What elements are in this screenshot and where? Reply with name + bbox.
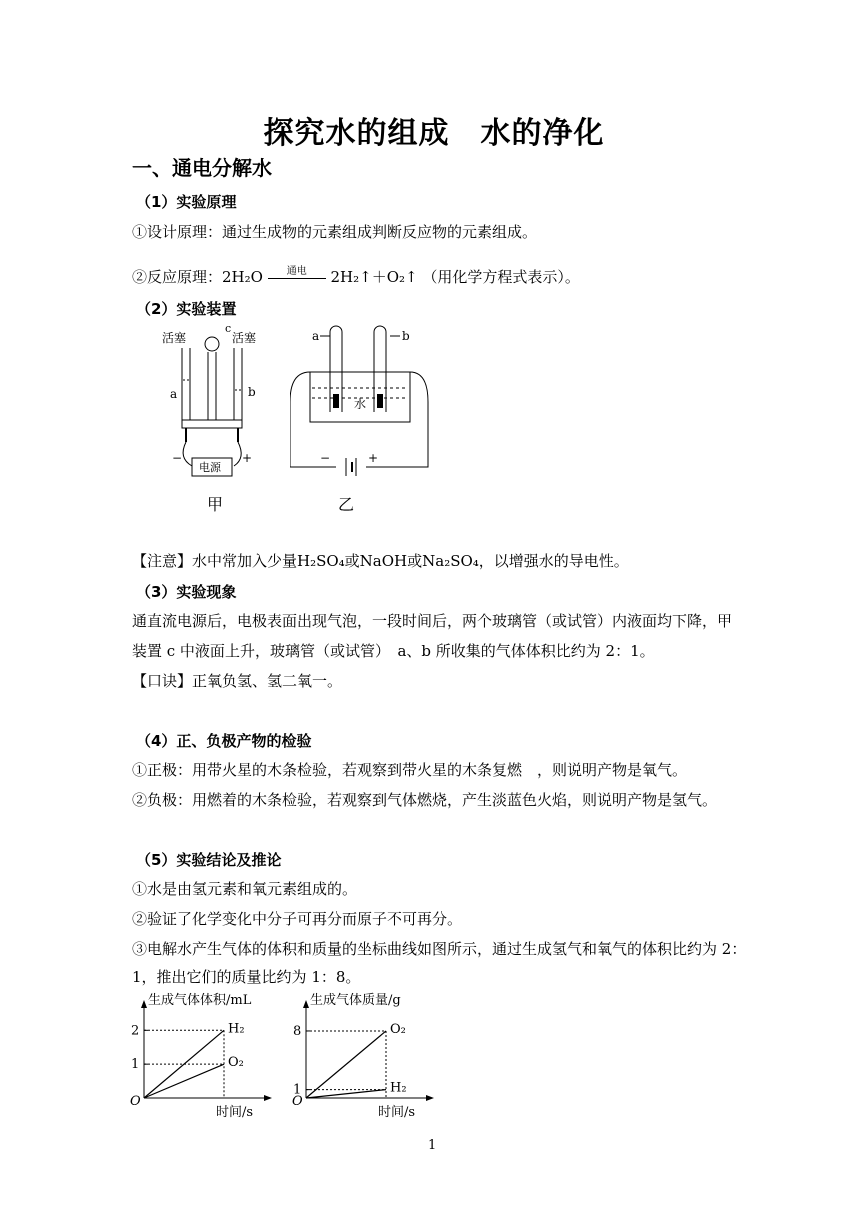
negative-test: ②负极：用燃着的木条检验，若观察到气体燃烧，产生淡蓝色火焰，则说明产物是氢气。 xyxy=(132,791,718,809)
reaction-note: （用化学方程式表示）。 xyxy=(422,268,580,286)
valve-left-label: 活塞 xyxy=(162,331,187,345)
valve-right-label: 活塞 xyxy=(232,331,257,345)
reaction-products: 2H₂↑＋O₂↑ xyxy=(330,268,418,286)
tube-c-label: c xyxy=(225,322,232,335)
page-number: 1 xyxy=(428,1138,437,1153)
mass-chart-ytick-label: 8 xyxy=(293,1023,302,1039)
positive-test: ①正极：用带火星的木条检验，若观察到带火星的木条复燃 ，则说明产物是氧气。 xyxy=(132,761,688,779)
subheading-phenomena: （3）实验现象 xyxy=(136,583,237,601)
subheading-test: （4）正、负极产物的检验 xyxy=(136,732,312,750)
conclusion-2: ②验证了化学变化中分子可再分而原子不可再分。 xyxy=(132,910,463,928)
page-title: 探究水的组成 水的净化 xyxy=(263,116,605,151)
reaction-arrow xyxy=(268,266,326,285)
mass-chart-series-label: H₂ xyxy=(390,1080,407,1096)
mass-chart-origin: O xyxy=(292,1094,303,1109)
volume-chart-series-label: H₂ xyxy=(228,1021,245,1037)
phenomena-line-1: 通直流电源后，电极表面出现气泡，一段时间后，两个玻璃管（或试管）内液面均下降，甲 xyxy=(132,612,733,630)
subheading-conclusion: （5）实验结论及推论 xyxy=(136,851,282,869)
phenomena-line-2: 装置 c 中液面上升，玻璃管（或试管） a、b 所收集的气体体积比约为 2：1。 xyxy=(132,642,655,660)
electrolyte-note: 【注意】水中常加入少量H₂SO₄或NaOH或Na₂SO₄，以增强水的导电性。 xyxy=(132,552,629,570)
volume-chart-ylabel: 生成气体体积/mL xyxy=(148,993,252,1008)
conclusion-1: ①水是由氢元素和氧元素组成的。 xyxy=(132,880,358,898)
plus-label-b: + xyxy=(368,451,379,465)
mass-chart-ylabel: 生成气体质量/g xyxy=(310,993,401,1008)
reaction-principle xyxy=(132,266,580,287)
volume-chart-ytick-label: 1 xyxy=(131,1057,140,1073)
mass-chart-series-line xyxy=(306,1031,386,1098)
volume-chart-xlabel: 时间/s xyxy=(216,1105,254,1120)
design-principle: ①设计原理：通过生成物的元素组成判断反应物的元素组成。 xyxy=(132,223,538,241)
volume-chart xyxy=(128,990,278,1120)
conclusion-3-line-2: 1，推出它们的质量比约为 1：8。 xyxy=(132,968,361,986)
water-label: 水 xyxy=(354,397,367,411)
mass-chart-series-label: O₂ xyxy=(390,1021,406,1037)
plus-label: + xyxy=(242,451,253,465)
mass-chart xyxy=(290,990,440,1120)
subheading-apparatus: （2）实验装置 xyxy=(136,300,237,318)
reaction-reactant: ②反应原理：2H₂O xyxy=(132,268,263,286)
minus-label: − xyxy=(172,451,183,465)
conclusion-3-line-1: ③电解水产生气体的体积和质量的坐标曲线如图所示，通过生成氢气和氧气的体积比约为 2： xyxy=(132,940,747,958)
tube-a-label-b: a xyxy=(312,329,320,343)
test-tube-apparatus xyxy=(290,322,430,482)
power-supply-label: 电源 xyxy=(199,461,221,474)
volume-chart-series-label: O₂ xyxy=(228,1055,244,1071)
volume-chart-origin: O xyxy=(130,1094,141,1109)
apparatus-a-caption: 甲 xyxy=(207,495,224,514)
tube-b-label-b: b xyxy=(402,329,410,343)
volume-chart-ytick-label: 2 xyxy=(131,1023,140,1039)
section-heading: 一、通电分解水 xyxy=(132,156,272,180)
mass-chart-series-line xyxy=(306,1090,386,1098)
hoffman-apparatus xyxy=(150,320,280,485)
mass-chart-ytick-label: 1 xyxy=(293,1082,302,1098)
mnemonic: 【口诀】正氧负氢、氢二氧一。 xyxy=(132,672,343,690)
tube-b-label: b xyxy=(248,385,256,399)
apparatus-b-caption: 乙 xyxy=(338,495,355,514)
tube-a-label: a xyxy=(170,387,178,401)
mass-chart-xlabel: 时间/s xyxy=(378,1105,416,1120)
reaction-condition: 通电 xyxy=(286,266,307,277)
subheading-principle: （1）实验原理 xyxy=(136,193,237,211)
minus-label-b: − xyxy=(320,451,331,465)
volume-chart-series-line xyxy=(144,1064,224,1098)
